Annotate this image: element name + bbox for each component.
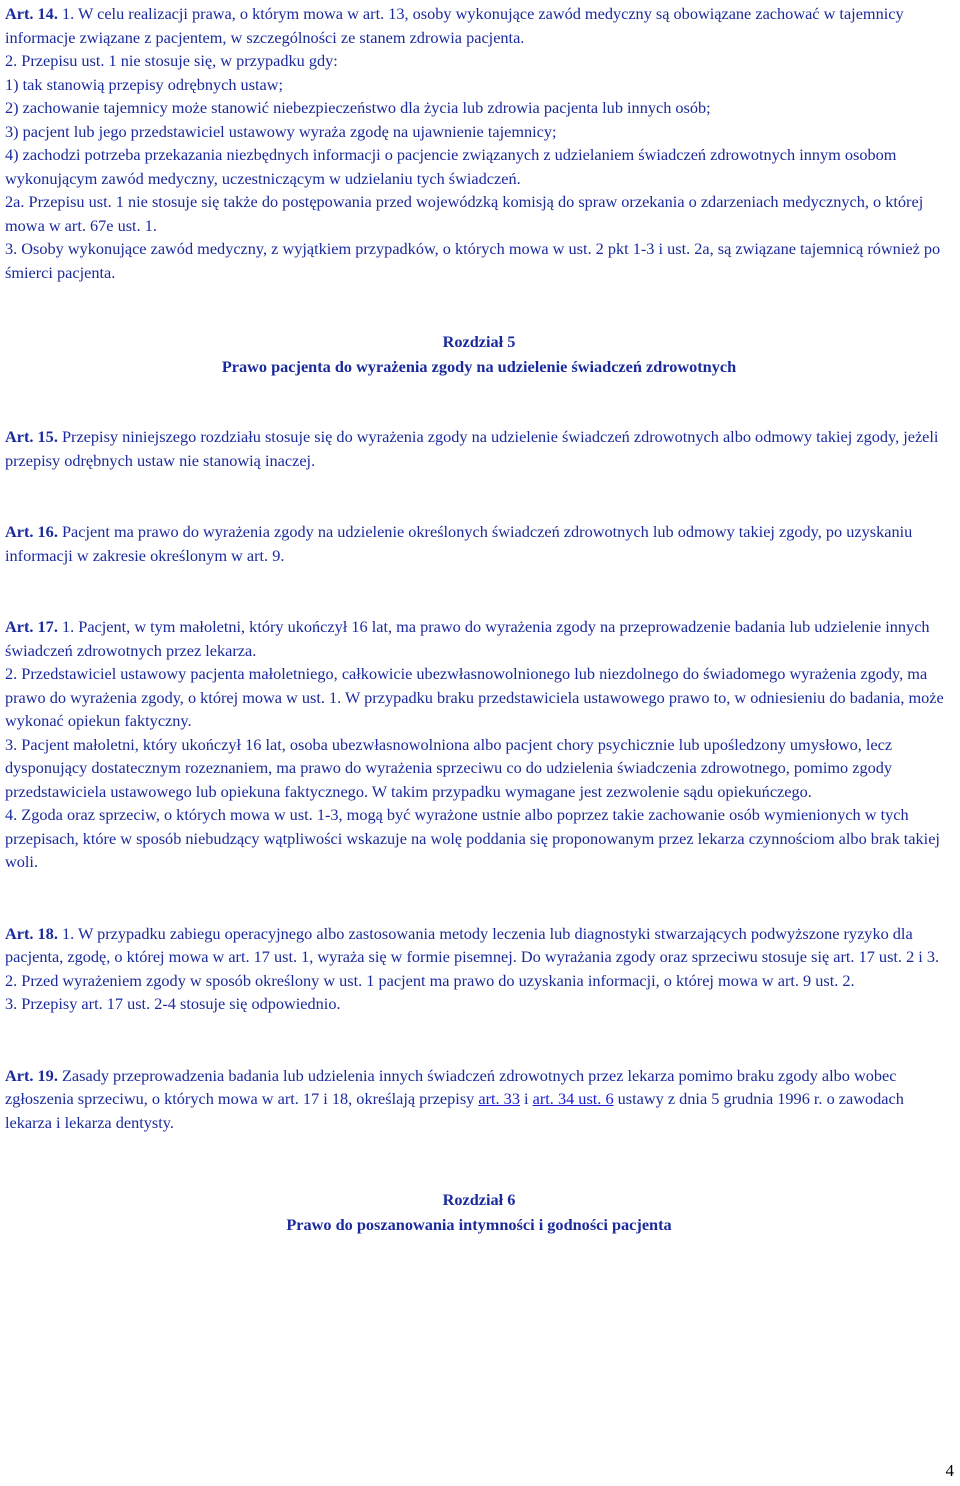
art15-text: Przepisy niniejszego rozdziału stosuje się do wyrażenia zgody na udzielenie świadczeń zdrowotnych albo odmowy takiej zgody, jeżeli przepisy odrębnych ustaw nie stanowią inaczej. bbox=[5, 427, 939, 470]
art17-paragraph-1 bbox=[5, 615, 953, 662]
art15-label: Art. 15. bbox=[5, 427, 58, 446]
art14-paragraph-3: 3. Osoby wykonujące zawód medyczny, z wyjątkiem przypadków, o których mowa w ust. 2 pkt 1-3 i ust. 2a, są związane tajemnicą również po śmierci pacjenta. bbox=[5, 239, 941, 282]
art14-paragraph-2a: 2a. Przepisu ust. 1 nie stosuje się także do postępowania przed wojewódzką komisją do spraw orzekania o zdarzeniach medycznych, o której mowa w art. 67e ust. 1. bbox=[5, 192, 924, 235]
art14-label: Art. 14. bbox=[5, 4, 58, 23]
art14-item-3: 3) pacjent lub jego przedstawiciel ustawowy wyraża zgodę na ujawnienie tajemnicy; bbox=[5, 121, 557, 141]
chapter-5-number: Rozdział 5 bbox=[442, 332, 516, 351]
art17-text-1: 1. Pacjent, w tym małoletni, który ukończył 16 lat, ma prawo do wyrażenia zgody na przeprowadzenie badania lub udzielenie innych świadczeń zdrowotnych przez lekarza. bbox=[5, 617, 930, 660]
art19-text-after: ustawy z dnia 5 grudnia 1996 r. o zawodach lekarza i lekarza dentysty. bbox=[5, 1089, 904, 1132]
art17-label: Art. 17. bbox=[5, 617, 58, 636]
art16-paragraph bbox=[5, 520, 953, 567]
chapter-6-title: Prawo do poszanowania intymności i godności pacjenta bbox=[286, 1214, 672, 1234]
art18-paragraph-3: 3. Przepisy art. 17 ust. 2-4 stosuje się odpowiednio. bbox=[5, 994, 341, 1013]
art17-paragraph-3: 3. Pacjent małoletni, który ukończył 16 lat, osoba ubezwłasnowolniona albo pacjent chory psychicznie lub upośledzony umysłowo, lecz dysponujący dostatecznym rozeznaniem, ma prawo do wyrażenia sprzeciwu co do udzielenia świadczenia zdrowotnego, pomimo zgody przedstawiciela ustawowego lub opiekuna faktycznego. W takim przypadku wymagane jest zezwolenie sądu opiekuńczego. bbox=[5, 734, 893, 801]
art18-label: Art. 18. bbox=[5, 923, 58, 943]
chapter-6-number: Rozdział 6 bbox=[442, 1190, 516, 1209]
art17-paragraph-2: 2. Przedstawiciel ustawowy pacjenta małoletniego, całkowicie ubezwłasnowolnionego lub niezdolnego do świadomego wyrażenia zgody, ma prawo do wyrażenia zgody, o której mowa w ust. 1. W przypadku braku przedstawiciela ustawowego prawo to, w odniesieniu do badania, może wykonać opiekun faktyczny. bbox=[5, 664, 944, 730]
art14-paragraph-2: 2. Przepisu ust. 1 nie stosuje się, w przypadku gdy: bbox=[5, 51, 338, 70]
art14-item-1: 1) tak stanowią przepisy odrębnych ustaw; bbox=[5, 74, 284, 94]
art14-paragraph-1 bbox=[5, 2, 953, 49]
document-page bbox=[5, 0, 953, 1237]
art18-paragraph-1 bbox=[5, 922, 953, 969]
art16-text: Pacjent ma prawo do wyrażenia zgody na udzielenie określonych świadczeń zdrowotnych lub odmowy takiej zgody, po uzyskaniu informacji w zakresie określonym w art. 9. bbox=[5, 522, 913, 565]
chapter-5-title: Prawo pacjenta do wyrażenia zgody na udzielenie świadczeń zdrowotnych bbox=[221, 356, 737, 376]
art15-paragraph bbox=[5, 425, 953, 472]
art19-label: Art. 19. bbox=[5, 1065, 58, 1085]
art19-link-art-34-ust-6[interactable]: art. 34 ust. 6 bbox=[532, 1089, 614, 1108]
art17-paragraph-4: 4. Zgoda oraz sprzeciw, o których mowa w ust. 1-3, mogą być wyrażone ustnie albo poprzez takie zachowanie osób wymienionych w tych przepisach, które w sposób niebudzący wątpliwości wskazuje na wolę poddania się proponowanym przez lekarza czynnościom albo brak takiej woli. bbox=[5, 805, 940, 871]
art14-item-2: 2) zachowanie tajemnicy może stanowić niebezpieczeństwo dla życia lub zdrowia pacjenta lub innych osób; bbox=[5, 98, 711, 117]
page-number: 4 bbox=[945, 1460, 954, 1480]
art19-text-before: Zasady przeprowadzenia badania lub udzielenia innych świadczeń zdrowotnych przez lekarza pomimo braku zgody albo wobec zgłoszenia sprzeciwu, o których mowa w art. 17 i 18, określają przepisy bbox=[5, 1065, 897, 1108]
art19-paragraph bbox=[5, 1064, 953, 1135]
art16-label: Art. 16. bbox=[5, 522, 58, 541]
art18-paragraph-2: 2. Przed wyrażeniem zgody w sposób określony w ust. 1 pacjent ma prawo do uzyskania informacji, o której mowa w art. 9 ust. 2. bbox=[5, 970, 855, 990]
art19-text-mid: i bbox=[519, 1089, 533, 1108]
art14-item-4: 4) zachodzi potrzeba przekazania niezbędnych informacji o pacjencie związanych z udzielaniem świadczeń zdrowotnych innym osobom wykonującym zawód medyczny, uczestniczącym w udzielaniu tych świadczeń. bbox=[5, 145, 897, 188]
art18-text-1: 1. W przypadku zabiegu operacyjnego albo zastosowania metody leczenia lub diagnostyki stwarzających podwyższone ryzyko dla pacjenta, zgodę, o której mowa w art. 17 ust. 1, wyraża się w formie pisemnej. Do wyrażania zgody oraz sprzeciwu stosuje się art. 17 ust. 2 i 3. bbox=[5, 923, 940, 966]
art14-text-1: 1. W celu realizacji prawa, o którym mowa w art. 13, osoby wykonujące zawód medyczny są obowiązane zachować w tajemnicy informacje związane z pacjentem, w szczególności ze stanem zdrowia pacjenta. bbox=[5, 4, 904, 47]
art19-link-art-33[interactable]: art. 33 bbox=[478, 1089, 520, 1108]
